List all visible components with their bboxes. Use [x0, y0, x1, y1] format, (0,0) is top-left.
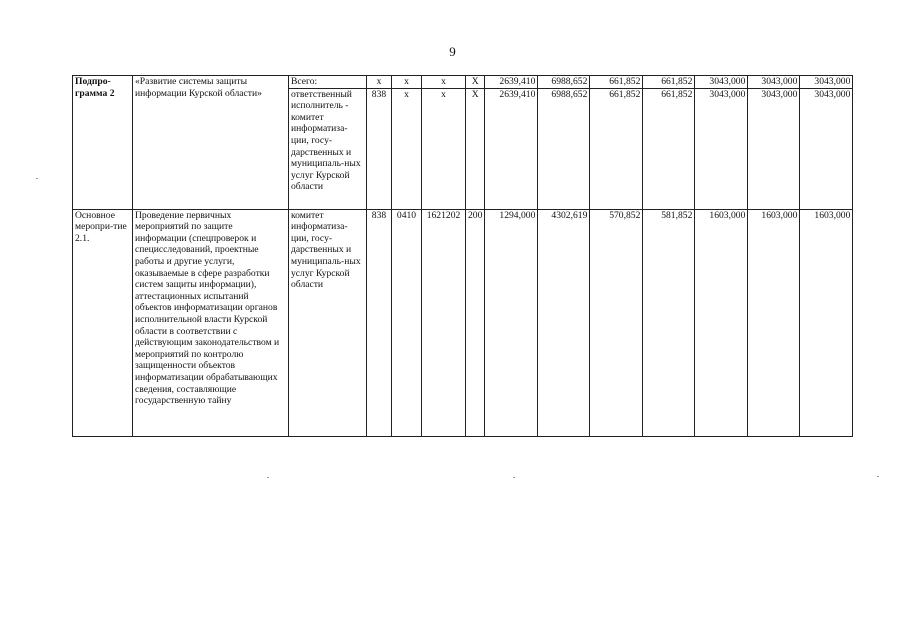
cell-value: 581,852	[643, 209, 695, 436]
cell-vr: 200	[466, 209, 485, 436]
cell-grbs: 838	[367, 88, 392, 209]
cell-value: 1603,000	[748, 209, 800, 436]
cell-value: 2639,410	[485, 76, 538, 89]
row-executor: комитет информатиза-ции, госу-дарственных и муниципаль-ных услуг Курской области	[289, 209, 367, 436]
table-row-main-activity	[73, 209, 853, 436]
cell-value: 1294,000	[485, 209, 538, 436]
cell-value: 1603,000	[695, 209, 748, 436]
cell-rzpr: х	[392, 76, 422, 89]
row-name: «Развитие системы защиты информации Курской области»	[133, 76, 289, 210]
table-row-subprogram	[73, 76, 853, 89]
cell-grbs: 838	[367, 209, 392, 436]
cell-csr: х	[422, 88, 466, 209]
cell-value: 2639,410	[485, 88, 538, 209]
cell-rzpr: 0410	[392, 209, 422, 436]
scan-speck	[513, 477, 515, 478]
cell-vr: Х	[466, 76, 485, 89]
cell-value: 661,852	[643, 76, 695, 89]
cell-csr: 1621202	[422, 209, 466, 436]
cell-grbs: х	[367, 76, 392, 89]
cell-vr: Х	[466, 88, 485, 209]
scan-speck	[877, 476, 879, 477]
cell-csr: х	[422, 76, 466, 89]
cell-value: 3043,000	[748, 88, 800, 209]
page-number: 9	[449, 44, 456, 59]
cell-value: 3043,000	[748, 76, 800, 89]
cell-rzpr: х	[392, 88, 422, 209]
row-executor: Всего:	[289, 76, 367, 89]
cell-value: 6988,652	[538, 76, 590, 89]
cell-value: 3043,000	[695, 88, 748, 209]
row-name: Проведение первичных мероприятий по защите информации (спецпроверок и специсследований, проектные работы и другие услуги, оказываемые в сфере разработки систем защиты информации), аттестационных испытаний объектов информатизации органов исполнительной власти Курской области в соответствии с действующим законодательством и мероприятий по контролю защищенности объектов информатизации обрабатывающих сведения, составляющие государственную тайну	[133, 209, 289, 436]
cell-value: 4302,619	[538, 209, 590, 436]
row-label: Основное меропри-тие 2.1.	[73, 209, 133, 436]
row-executor: ответственный исполнитель - комитет информатиза-ции, госу-дарственных и муниципаль-ных услуг Курской области	[289, 88, 367, 209]
cell-value: 661,852	[590, 88, 643, 209]
program-table	[72, 75, 853, 437]
scan-speck	[267, 477, 269, 478]
scan-speck	[36, 178, 38, 179]
cell-value: 3043,000	[800, 88, 853, 209]
cell-value: 1603,000	[800, 209, 853, 436]
cell-value: 6988,652	[538, 88, 590, 209]
row-label: Подпро- грамма 2	[73, 76, 133, 210]
cell-value: 3043,000	[800, 76, 853, 89]
cell-value: 661,852	[590, 76, 643, 89]
cell-value: 570,852	[590, 209, 643, 436]
cell-value: 3043,000	[695, 76, 748, 89]
cell-value: 661,852	[643, 88, 695, 209]
